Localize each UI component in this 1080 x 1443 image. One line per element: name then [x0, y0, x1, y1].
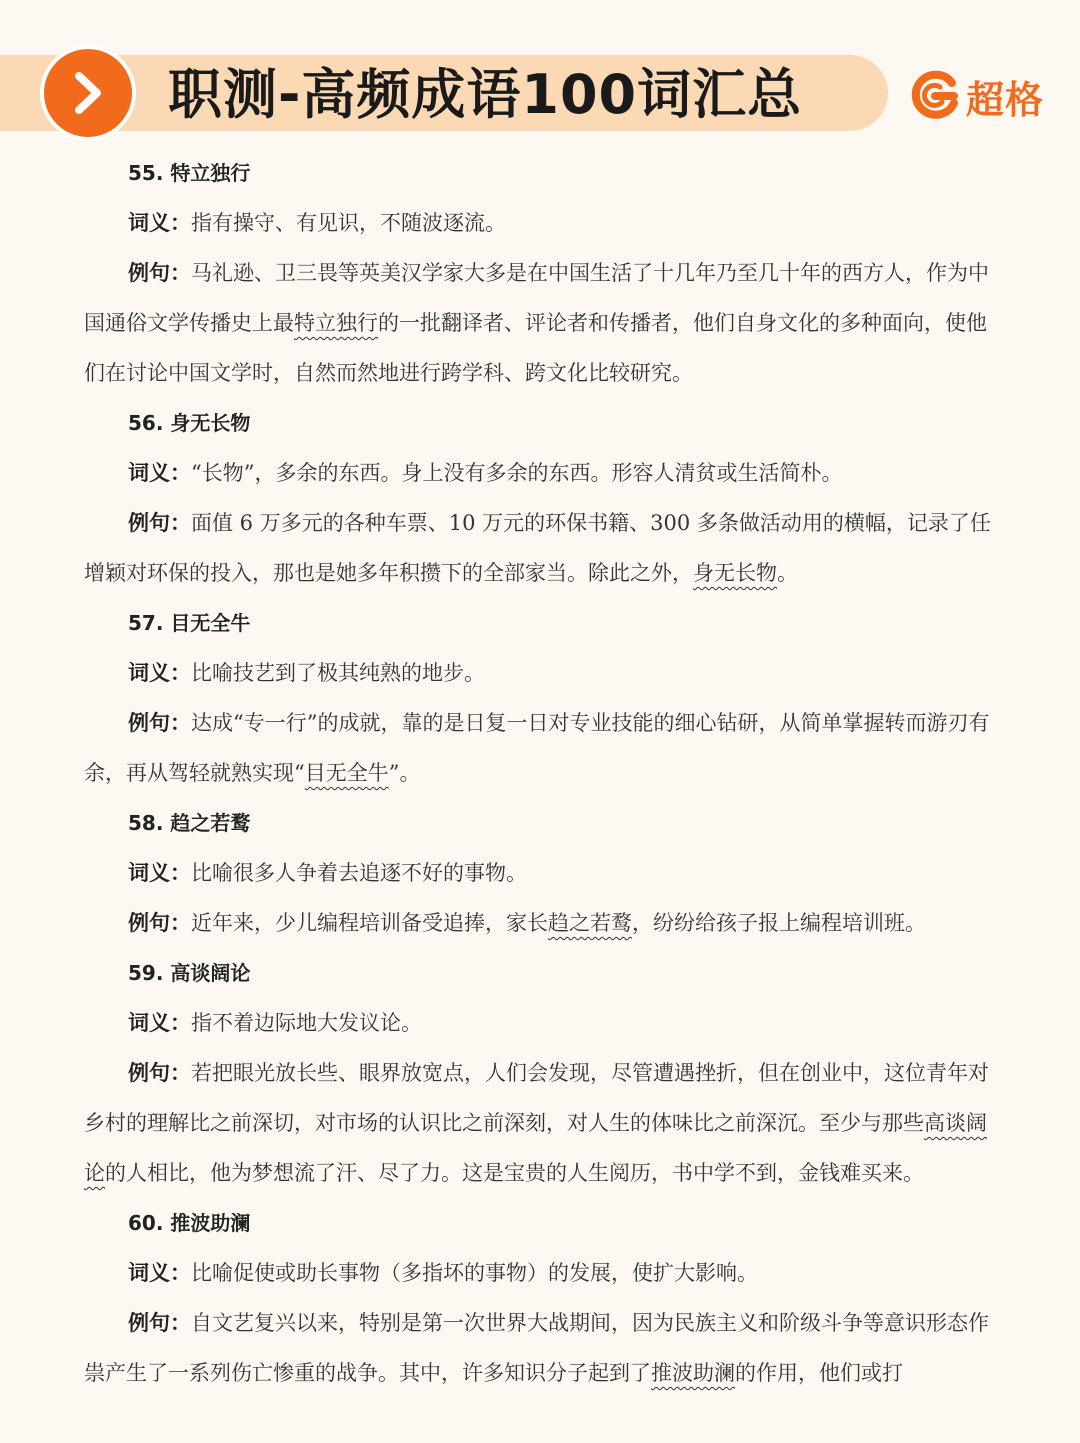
idiom-heading: 59. 高谈阔论: [128, 961, 251, 985]
meaning-paragraph: [84, 1248, 994, 1298]
idiom-heading: 56. 身无长物: [128, 411, 251, 435]
idiom-highlight: 特立独行: [294, 311, 378, 335]
example-text: 自文艺复兴以来，特别是第一次世界大战期间，因为民族主义和阶级斗争等意识形态作祟产生了一系列伤亡惨重的战争。其中，许多知识分子起到了: [84, 1311, 989, 1385]
example-label: 例句：: [128, 1061, 191, 1085]
brand: [908, 66, 1044, 126]
example-label: 例句：: [128, 1311, 191, 1335]
idiom-entry: [84, 798, 994, 948]
example-text-end: ”。: [388, 761, 421, 785]
meaning-paragraph: [84, 198, 994, 248]
example-text-end: 的作用，他们或打: [735, 1361, 903, 1385]
meaning-text: 指有操守、有见识，不随波逐流。: [191, 211, 506, 235]
idiom-highlight: 趋之若鹜: [548, 911, 632, 935]
example-text: 达成“专一行”的成就，靠的是日复一日对专业技能的细心钻研，从简单掌握转而游刃有余，再从驾轻就熟实现“: [84, 711, 990, 785]
example-text: 近年来，少儿编程培训备受追捧，家长: [191, 911, 548, 935]
example-paragraph: [84, 898, 994, 948]
meaning-paragraph: [84, 848, 994, 898]
idiom-list: [84, 148, 994, 1398]
example-text: 面值 6 万多元的各种车票、10 万元的环保书籍、300 多条做活动用的横幅，记录了任增颖对环保的投入，那也是她多年积攒下的全部家当。除此之外，: [84, 511, 991, 585]
idiom-entry: [84, 148, 994, 398]
meaning-text: 比喻很多人争着去追逐不好的事物。: [191, 861, 527, 885]
brand-name: 超格: [966, 77, 1045, 122]
chevron-right-icon: [40, 45, 136, 141]
example-label: 例句：: [128, 261, 191, 285]
example-text-end: ，纷纷给孩子报上编程培训班。: [632, 911, 926, 935]
meaning-text: 比喻促使或助长事物（多指坏的事物）的发展，使扩大影响。: [191, 1261, 758, 1285]
example-paragraph: [84, 498, 994, 598]
idiom-entry: [84, 948, 994, 1198]
example-paragraph: [84, 1048, 994, 1198]
example-paragraph: [84, 248, 994, 398]
meaning-text: 比喻技艺到了极其纯熟的地步。: [191, 661, 485, 685]
meaning-paragraph: [84, 448, 994, 498]
example-text: 马礼逊、卫三畏等英美汉学家大多是在中国生活了十几年乃至几十年的西方人，作为中国通俗文学传播史上最: [84, 261, 989, 335]
example-paragraph: [84, 698, 994, 798]
idiom-highlight: 目无全牛: [304, 761, 389, 785]
example-text-end: 的人相比，他为梦想流了汗、尽了力。这是宝贵的人生阅历，书中学不到，金钱难买来。: [105, 1161, 924, 1185]
meaning-label: 词义：: [128, 861, 191, 885]
meaning-paragraph: [84, 648, 994, 698]
idiom-highlight: 身无长物: [693, 561, 777, 585]
example-paragraph: [84, 1298, 994, 1398]
page-title: 职测-高频成语100词汇总: [168, 63, 803, 126]
example-text: 若把眼光放长些、眼界放宽点，人们会发现，尽管遭遇挫折，但在创业中，这位青年对乡村的理解比之前深切，对市场的认识比之前深刻，对人生的体味比之前深沉。至少与那些: [84, 1061, 989, 1135]
meaning-label: 词义：: [128, 661, 191, 685]
meaning-label: 词义：: [128, 1011, 191, 1035]
idiom-heading: 57. 目无全牛: [128, 611, 251, 635]
meaning-label: 词义：: [128, 211, 191, 235]
idiom-heading: 60. 推波助澜: [128, 1211, 251, 1235]
idiom-highlight: 高谈阔论: [84, 1111, 987, 1185]
example-label: 例句：: [128, 711, 191, 735]
meaning-label: 词义：: [128, 1261, 191, 1285]
idiom-entry: [84, 398, 994, 598]
example-label: 例句：: [128, 511, 191, 535]
idiom-entry: [84, 1198, 994, 1398]
meaning-text: 指不着边际地大发议论。: [191, 1011, 422, 1035]
meaning-label: 词义：: [128, 461, 191, 485]
idiom-heading: 58. 趋之若鹜: [128, 811, 251, 835]
meaning-paragraph: [84, 998, 994, 1048]
idiom-heading: 55. 特立独行: [128, 161, 251, 185]
idiom-entry: [84, 598, 994, 798]
example-label: 例句：: [128, 911, 191, 935]
meaning-text: “长物”，多余的东西。身上没有多余的东西。形容人清贫或生活简朴。: [191, 461, 843, 485]
example-text-end: 。: [777, 561, 798, 585]
g-logo-icon: [908, 69, 962, 123]
example-text-end: 的一批翻译者、评论者和传播者，他们自身文化的多种面向，使他们在讨论中国文学时，自然而然地进行跨学科、跨文化比较研究。: [84, 311, 987, 385]
idiom-highlight: 推波助澜: [651, 1361, 735, 1385]
header: [0, 0, 1080, 150]
